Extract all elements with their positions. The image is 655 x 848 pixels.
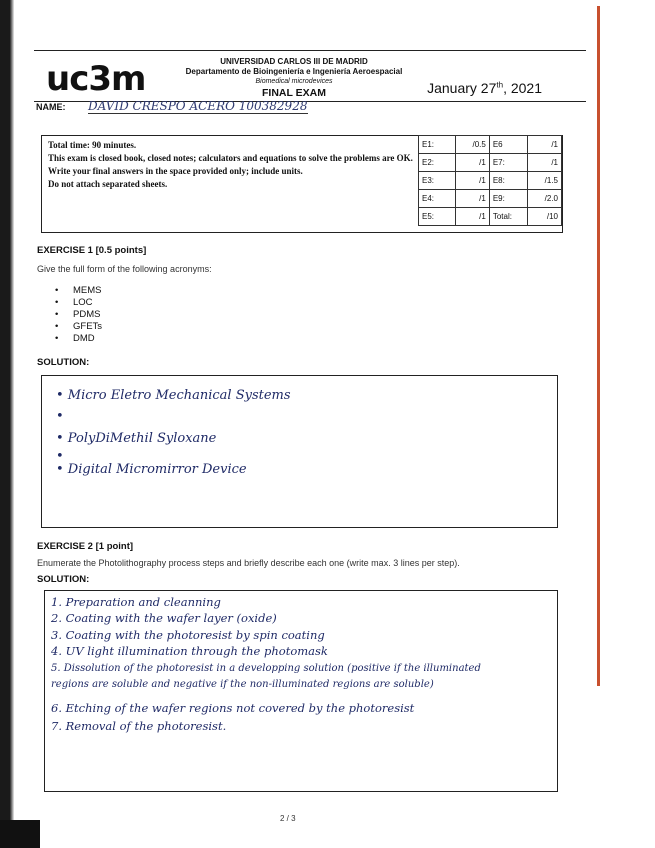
handwritten-answer: 3. Coating with the photoresist by spin coating xyxy=(51,628,325,642)
student-name: DAVID CRESPO ACERO 100382928 xyxy=(88,99,308,113)
instructions xyxy=(48,140,414,192)
department-name: Departamento de Bioingeniería e Ingeniería Aeroespacial xyxy=(185,67,403,76)
exercise2-prompt: Enumerate the Photolithography process steps and briefly describe each one (write max. 3 lines per step). xyxy=(37,558,460,568)
handwritten-answer: • Digital Micromirror Device xyxy=(56,462,247,477)
grade-row xyxy=(419,208,562,226)
grade-cell: E7: xyxy=(489,154,527,172)
grade-row xyxy=(419,190,562,208)
institution-block xyxy=(144,57,444,98)
exercise1-prompt: Give the full form of the following acronyms: xyxy=(37,264,212,274)
list-item: • MEMS xyxy=(55,285,102,297)
date-suffix: th xyxy=(496,80,504,90)
grade-cell: /1 xyxy=(528,136,562,154)
grade-cell: /1 xyxy=(455,172,489,190)
list-item: • GFETs xyxy=(55,321,102,333)
handwritten-answer: regions are soluble and negative if the non-illuminated regions are soluble) xyxy=(51,679,434,690)
university-name: UNIVERSIDAD CARLOS III DE MADRID xyxy=(220,57,368,66)
grade-cell: /0.5 xyxy=(455,136,489,154)
exam-date xyxy=(427,80,542,96)
exam-title: FINAL EXAM xyxy=(262,87,326,99)
grade-row xyxy=(419,172,562,190)
exam-header xyxy=(34,50,586,103)
margin-line xyxy=(597,6,600,686)
list-item: • LOC xyxy=(55,297,102,309)
grade-cell: E1: xyxy=(419,136,456,154)
exercise1-title: EXERCISE 1 [0.5 points] xyxy=(37,245,147,256)
grade-row xyxy=(419,136,562,154)
instruction-line: Write your final answers in the space provided only; include units. xyxy=(48,166,303,176)
handwritten-answer: 5. Dissolution of the photoresist in a developping solution (positive if the illuminated xyxy=(51,663,481,674)
handwritten-answer: • Micro Eletro Mechanical Systems xyxy=(56,388,291,403)
grade-cell: E6 xyxy=(489,136,527,154)
grade-cell: E8: xyxy=(489,172,527,190)
grade-cell: /10 xyxy=(528,208,562,226)
date-year: , 2021 xyxy=(503,80,542,96)
handwritten-answer: 2. Coating with the wafer layer (oxide) xyxy=(51,611,277,625)
instruction-line: Total time: 90 minutes. xyxy=(48,140,137,150)
scan-edge-left xyxy=(0,0,14,848)
grade-cell: E2: xyxy=(419,154,456,172)
handwritten-answer: 6. Etching of the wafer regions not covered by the photoresist xyxy=(51,701,415,715)
uc3m-logo: uc3m xyxy=(46,59,146,99)
grade-cell: Total: xyxy=(489,208,527,226)
exercise2-answer-box xyxy=(44,590,558,792)
exercise1-answer-box xyxy=(41,375,558,528)
name-label: NAME: xyxy=(36,102,66,112)
exercise1-solution-label: SOLUTION: xyxy=(37,357,90,368)
grade-cell: E5: xyxy=(419,208,456,226)
grade-cell: E3: xyxy=(419,172,456,190)
instructions-box xyxy=(41,135,563,233)
exercise2-title: EXERCISE 2 [1 point] xyxy=(37,541,134,552)
instruction-line: This exam is closed book, closed notes; calculators and equations to solve the problems are OK. xyxy=(48,153,413,163)
handwritten-answer: • PolyDiMethil Syloxane xyxy=(56,431,217,446)
grade-row xyxy=(419,154,562,172)
page-number: 2 / 3 xyxy=(280,814,296,823)
grade-cell: /1 xyxy=(528,154,562,172)
list-item: • PDMS xyxy=(55,309,102,321)
instruction-line: Do not attach separated sheets. xyxy=(48,179,168,189)
name-row xyxy=(34,101,586,116)
handwritten-answer: 4. UV light illumination through the photomask xyxy=(51,644,328,658)
grade-cell: /1.5 xyxy=(528,172,562,190)
handwritten-answer: • xyxy=(56,449,64,464)
handwritten-answer: • xyxy=(56,409,64,424)
grade-cell: E9: xyxy=(489,190,527,208)
acronym-list xyxy=(55,285,102,345)
grade-cell: /2.0 xyxy=(528,190,562,208)
course-name: Biomedical microdevices xyxy=(255,78,333,85)
grade-cell: E4: xyxy=(419,190,456,208)
date-day: January 27 xyxy=(427,80,497,96)
grade-cell: /1 xyxy=(455,154,489,172)
handwritten-answer: 7. Removal of the photoresist. xyxy=(51,719,227,733)
scan-edge-bottom xyxy=(0,820,40,848)
grade-table xyxy=(418,135,562,226)
exercise2-solution-label: SOLUTION: xyxy=(37,574,90,585)
list-item: • DMD xyxy=(55,333,102,345)
handwritten-answer: 1. Preparation and cleanning xyxy=(51,595,221,609)
grade-cell: /1 xyxy=(455,190,489,208)
grade-cell: /1 xyxy=(455,208,489,226)
